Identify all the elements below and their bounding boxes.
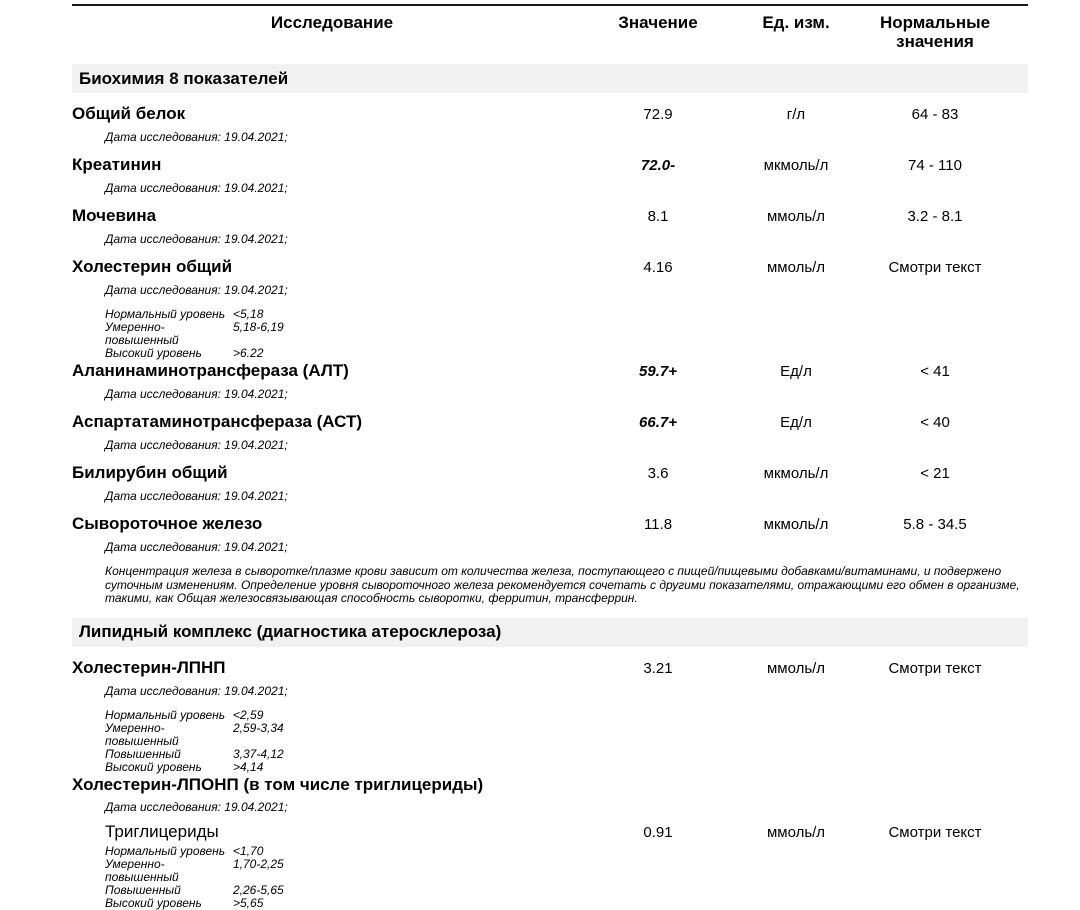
test-normal-range: < 41 xyxy=(920,363,950,380)
section-title: Липидный комплекс (диагностика атеросклероза) xyxy=(79,622,502,641)
test-units: г/л xyxy=(786,106,806,123)
test-units: ммоль/л xyxy=(766,823,826,841)
test-note: Концентрация железа в сыворотке/плазме крови зависит от количества железа, поступающего с пищей/пищевыми добавками/витаминами, и подвержено суточным изменениям. Определение уровня сывороточного железа рекомендуется сочетать с другими показателями, отражающими его обмен в организме, такими, как Общая железосвязывающая способность сыворотки, ферритин, трансферрин. xyxy=(105,564,1020,605)
level-label: Высокий уровень xyxy=(105,895,202,910)
table-row xyxy=(72,206,1028,246)
test-name: Мочевина xyxy=(72,206,157,225)
test-date: Дата исследования: 19.04.2021; xyxy=(105,387,288,401)
test-date: Дата исследования: 19.04.2021; xyxy=(105,181,288,195)
level-range: >6.22 xyxy=(233,346,264,360)
level-range: 3,37-4,12 xyxy=(233,746,284,761)
test-name: Креатинин xyxy=(72,155,162,174)
reference-levels xyxy=(105,308,1028,360)
level-label: Высокий уровень xyxy=(105,759,202,774)
test-normal-range: Смотри текст xyxy=(888,659,982,677)
test-value: 11.8 xyxy=(643,516,673,533)
table-row xyxy=(72,775,1028,814)
test-value: 72.0- xyxy=(640,157,676,174)
test-normal-range: Смотри текст xyxy=(888,259,982,276)
test-name: Холестерин-ЛПНП xyxy=(72,657,226,677)
test-date: Дата исследования: 19.04.2021; xyxy=(105,799,288,814)
level-label: Повышенный xyxy=(105,746,181,761)
test-name: Аспартатаминотрансфераза (АСТ) xyxy=(72,412,363,431)
test-name: Холестерин общий xyxy=(72,257,233,276)
level-range: >5,65 xyxy=(233,895,264,910)
level-label: Умеренно-повышенный xyxy=(105,856,179,884)
test-name: Сывороточное железо xyxy=(72,514,263,533)
test-value: 3.6 xyxy=(647,465,669,482)
level-range: 2,59-3,34 xyxy=(233,720,284,735)
test-normal-range: Смотри текст xyxy=(888,823,982,841)
reference-level-line xyxy=(105,897,1028,910)
test-units: Ед/л xyxy=(780,363,812,380)
level-label: Нормальный уровень xyxy=(105,707,226,722)
test-date: Дата исследования: 19.04.2021; xyxy=(105,540,288,554)
table-header-row xyxy=(72,6,1028,51)
table-row xyxy=(72,412,1028,452)
test-normal-range: 5.8 - 34.5 xyxy=(903,516,967,533)
table-row xyxy=(72,514,1028,606)
test-units: ммоль/л xyxy=(766,659,826,677)
column-header-test: Исследование xyxy=(270,13,394,32)
reference-level-line xyxy=(105,709,1028,722)
test-units: мкмоль/л xyxy=(763,516,829,533)
table-row xyxy=(72,361,1028,401)
test-date: Дата исследования: 19.04.2021; xyxy=(105,489,288,503)
test-normal-range: 74 - 110 xyxy=(908,157,962,174)
test-date: Дата исследования: 19.04.2021; xyxy=(105,438,288,452)
level-label: Умеренно-повышенный xyxy=(105,320,179,347)
test-value: 3.21 xyxy=(643,659,673,677)
section-header-biochemistry xyxy=(72,64,1028,93)
reference-level-line xyxy=(105,347,1028,360)
table-row xyxy=(72,257,1028,360)
test-date: Дата исследования: 19.04.2021; xyxy=(105,232,288,246)
level-range: 5,18-6,19 xyxy=(233,320,284,334)
reference-level-line xyxy=(105,761,1028,774)
section-title: Биохимия 8 показателей xyxy=(79,68,289,88)
table-row xyxy=(72,463,1028,503)
level-label: Нормальный уровень xyxy=(105,843,226,858)
reference-level-line xyxy=(105,884,1028,897)
test-normal-range: 3.2 - 8.1 xyxy=(907,208,963,225)
level-label: Высокий уровень xyxy=(105,346,202,360)
table-row xyxy=(72,822,1028,910)
test-value: 59.7+ xyxy=(639,363,677,380)
test-units: ммоль/л xyxy=(766,208,826,225)
table-row xyxy=(72,658,1028,774)
table-row xyxy=(72,155,1028,195)
reference-level-line xyxy=(105,858,1028,884)
reference-level-line xyxy=(105,845,1028,858)
test-name: Общий белок xyxy=(72,104,186,123)
test-name: Аланинаминотрансфераза (АЛТ) xyxy=(72,361,349,380)
reference-levels xyxy=(105,845,1028,910)
test-value: 4.16 xyxy=(643,259,673,276)
test-value: 0.91 xyxy=(643,823,673,841)
reference-level-line xyxy=(105,722,1028,748)
test-date: Дата исследования: 19.04.2021; xyxy=(105,683,288,698)
level-range: 2,26-5,65 xyxy=(233,882,284,897)
reference-levels xyxy=(105,709,1028,774)
section-header-lipids xyxy=(72,618,1028,647)
test-name: Триглицериды xyxy=(105,821,219,841)
level-range: 1,70-2,25 xyxy=(233,856,284,871)
test-value: 72.9 xyxy=(643,106,673,123)
level-range: <1,70 xyxy=(233,843,264,858)
lab-report-page xyxy=(0,4,1080,910)
test-date: Дата исследования: 19.04.2021; xyxy=(105,130,288,144)
level-range: >4,14 xyxy=(233,759,264,774)
test-units: мкмоль/л xyxy=(763,157,829,174)
test-name: Холестерин-ЛПОНП (в том числе триглицериды) xyxy=(72,774,484,794)
test-units: Ед/л xyxy=(780,414,812,431)
column-header-normal: Нормальные значения xyxy=(879,13,991,51)
level-range: <5,18 xyxy=(233,307,264,321)
test-value: 8.1 xyxy=(647,208,669,225)
table-row xyxy=(72,104,1028,144)
test-normal-range: < 21 xyxy=(920,465,950,482)
test-normal-range: < 40 xyxy=(920,414,950,431)
test-units: ммоль/л xyxy=(766,259,826,276)
level-label: Повышенный xyxy=(105,882,181,897)
test-value: 66.7+ xyxy=(639,414,677,431)
level-label: Нормальный уровень xyxy=(105,307,226,321)
reference-level-line xyxy=(105,321,1028,347)
test-units: мкмоль/л xyxy=(763,465,829,482)
test-normal-range: 64 - 83 xyxy=(911,106,959,123)
test-date: Дата исследования: 19.04.2021; xyxy=(105,283,288,297)
column-header-value: Значение xyxy=(618,13,698,32)
reference-level-line xyxy=(105,748,1028,761)
test-name: Билирубин общий xyxy=(72,463,228,482)
level-label: Умеренно-повышенный xyxy=(105,720,179,748)
report-content xyxy=(72,4,1028,910)
level-range: <2,59 xyxy=(233,707,264,722)
column-header-units: Ед. изм. xyxy=(762,13,830,32)
